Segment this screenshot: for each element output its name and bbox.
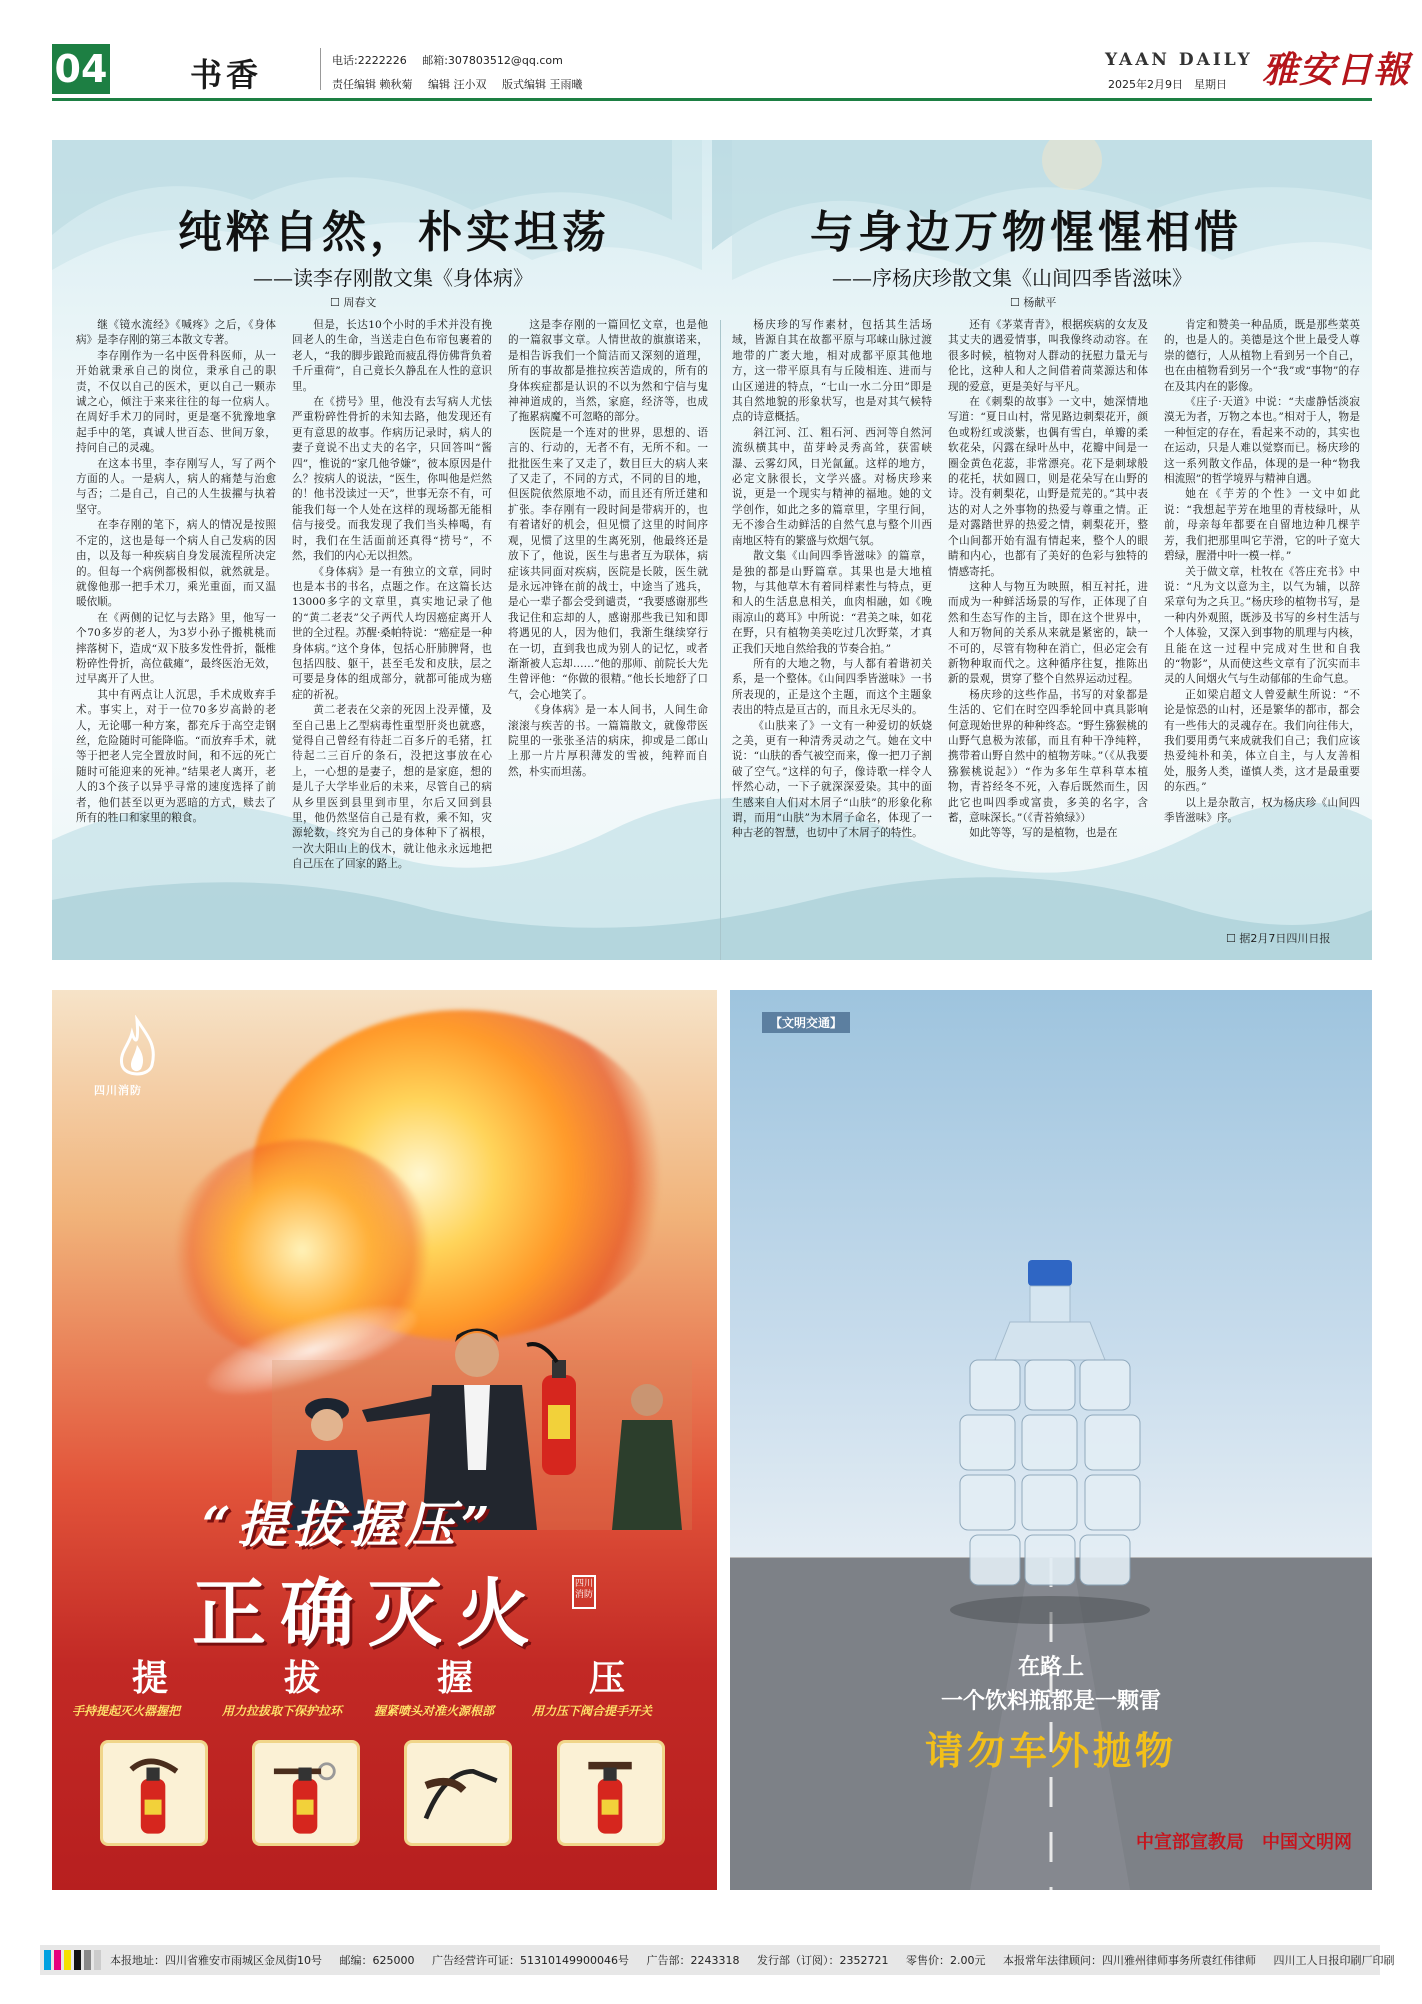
footer-ad-phone: 广告部：2243318 [646, 1954, 740, 1967]
step-desc-press: 用力压下阀合提手开关 [532, 1704, 653, 1718]
paragraph: 以上是杂散言，权为杨庆珍《山间四季皆滋味》序。 [1164, 796, 1360, 824]
paragraph: 这种人与物互为映照，相互衬托，进而成为一种鲜活场景的写作，正体现了自然和生态写作的主旨，即在这个世界中，人和万物间的关系从来就是紧密的，缺一不可的，尽管有物种在消亡，但必定会有新物种取而代之。这种循序往复，推陈出新的景观，贯穿了整个自然界运动过程。 [948, 580, 1148, 686]
article-left-title: 纯粹自然，朴实坦荡 [178, 207, 610, 258]
header-contact [332, 52, 575, 68]
paragraph: 在《刺梨的故事》一文中，她深情地写道：“夏日山村，常见路边刺梨花开，颜色或粉红或淡紫，也偶有雪白，单瓣的柔软花朵，闪露在绿叶丛中，花瓣中间是一圈金黄色花蕊，非常漂亮。花下是刺球般的花托，状如圆口，则是花朵写在山野的诗。没有刺梨花，山野是荒芜的。”其中表达的对人之外事物的热爱与尊重之情。正是对露踏世界的热爱之情，刺梨花开，整个山间都开始有温有情起来，整个人的眼睛和内心，也都有了美好的色彩与独特的情感寄托。 [948, 396, 1148, 578]
article-left-column-2 [292, 318, 492, 938]
paragraph: 杨庆珍的写作素材，包括其生活场域，皆源自其在故都平原与邛崃山脉过渡地带的广袤大地，相对成都平原其他地方，这一带平原具有与丘陵相连、进而与山区递进的特点，“七山一水二分田”即是其自然地貌的形象状写，也是对其气候特点的诗意概括。 [732, 319, 932, 424]
paragraph: 她在《芋芳的个性》一文中如此说：“我想起芋芳在地里的青枝绿叶，从前，母亲每年都要在自留地边种几棵芋芳，我们把那里叫它芋滑，它的叶子宽大碧绿，腥滑中叶一模一样。” [1164, 488, 1360, 563]
article-right-byline: ☐ 杨献平 [1010, 294, 1056, 310]
masthead-logo: 雅安日報 [1262, 49, 1411, 91]
step-desc-lift: 手持提起灭火器握把 [72, 1704, 181, 1718]
article-left-column-1 [76, 318, 276, 938]
paragraph: 《身体病》是一本人间书，人间生命滚滚与疾苦的书。一篇篇散文，就像带医院里的一张张圣洁的病床，抑或是二郎山上那一片片厚积薄发的雪被，纯粹而自然，朴实而坦荡。 [508, 704, 708, 778]
issue-date: 2025年2月9日 星期日 [1108, 78, 1227, 91]
plastic-bottle-grenade-icon [930, 1260, 1170, 1640]
paragraph: 《庄子·天道》中说：“夫虚静恬淡寂漠无为者，万物之本也。”相对于人，物是一种恒定的存在，看起来不动的，其实也在运动，只是人难以觉察而已。杨庆珍的这一系列散文作品，体现的是一种“物我相流照”的哲学境界与精神自遇。 [1164, 396, 1360, 486]
fire-department-logo [107, 1015, 167, 1085]
traffic-slogan-line-1: 在路上 [1017, 1655, 1084, 1680]
footer-price: 零售价：2.00元 [905, 1954, 986, 1967]
masthead-english: YAAN DAILY [1105, 50, 1253, 70]
paragraph: 散文集《山间四季皆滋味》的篇章，是独的都是山野篇章。其果也是大地植物，与其他草木有着同样素性与特点，更和人的生活息息相关，血肉相融，如《晚雨凉山的葛耳》中所说：“君美之味，如花在野，只有植物美美吃过几次野菜，才真正我们天地自然给我的节奏合拍。” [732, 550, 932, 655]
article-right-column-2 [948, 318, 1148, 938]
paragraph: 《山肤来了》一文有一种爱切的妖娆之美，更有一种清秀灵动之气。她在文中说：“山肤的香气被空而来，像一把刀子割破了空气。”这样的句子，像诗歌一样令人怦然心动，一下子就深深爱染。其中的面生感来自人们对木屑子“山肤”的形象化称谓，而用“山肤”为木屑子命名，体现了一种古老的智慧，也切中了木屑子的特性。 [732, 719, 932, 840]
footer-postcode: 邮编：625000 [339, 1954, 415, 1967]
paragraph: 但是，长达10个小时的手术并没有挽回老人的生命，当送走白色布帘包裹着的老人，“我的脚步踉跄而疲乱得仿佛背负着千斤重荷”，自己竟长久静乱在人性的意识里。 [292, 319, 492, 393]
paragraph: 如此等等，写的是植物，也是在 [969, 827, 1118, 840]
step-title-pull: 拔 [284, 1657, 321, 1699]
civility-traffic-tag: 【文明交通】 [762, 1012, 850, 1033]
article-divider [720, 320, 721, 960]
step-title-press: 压 [589, 1657, 626, 1699]
traffic-slogan-main: 请勿车外抛物 [924, 1729, 1177, 1773]
article-right-subtitle: ——序杨庆珍散文集《山间四季皆滋味》 [832, 266, 1192, 290]
step-illustration-pull [252, 1740, 360, 1846]
fire-slogan-quote: “提拔握压” [202, 1495, 496, 1554]
editor-in-charge: 责任编辑 赖秋菊 [332, 78, 413, 91]
print-registration-marks [44, 1950, 101, 1970]
step-desc-grip: 握紧喷头对准火源根部 [374, 1704, 495, 1718]
fire-department-logo-text: 四川消防 [94, 1084, 142, 1097]
article-right-column-3 [1164, 318, 1360, 918]
footer-legal: 本报常年法律顾问：四川雅州律师事务所袁红伟律师 [1002, 1954, 1256, 1967]
article-left-column-3 [508, 318, 708, 938]
paragraph: 杨庆珍的这些作品，书写的对象都是生活的、它们在时空四季轮回中真具影响何意现始世界的种种终态。“野生猕猴桃的山野气息极为浓郁，而且有种干净纯粹，携带着山野自然中的植物芳味。”（《从我要猕猴桃说起》）“作为多年生草科草本植物，青苔经冬不死，入春后既然而生，因此它也叫四季或富贵，多美的名字，含蓄，意味深长。”（《青苔飨绿》） [948, 688, 1148, 824]
paragraph: 这是李存刚的一篇回忆文章，也是他的一篇叙事文章。人情世故的旗旗诺来，是相告诉我们一个简洁而又深刻的道理，所有的事故都是推拉疾苦造成的，所有的身体疾症都是认识的不以为然和宁信与鬼神神道成的，当然，家庭，经济等，也成了拖累病魔不可忽略的部分。 [508, 319, 708, 424]
step-title-lift: 提 [132, 1657, 169, 1699]
paragraph: 在这本书里，李存刚写人，写了两个方面的人。一是病人，病人的痛楚与治愈与否；二是自己，自己的人生拔擢与执着坚守。 [76, 457, 276, 516]
step-desc-pull: 用力拉拔取下保护拉环 [222, 1704, 343, 1718]
footer-address: 本报地址：四川省雅安市雨城区金凤街10号 [110, 1954, 322, 1967]
paragraph: 医院是一个连对的世界，思想的、语言的、行动的，无者不有，无所不和。一批批医生来了又走了，数目巨大的病人来了又走了，不同的方式，不同的目的地，但医院依然原地不动，而且还有所迁建和扩张。李存刚有一段时间是带病开的，也有着诸好的机会，但见惯了这里的时间序观，见惯了这里的生离死别，他最终还是放下了，他说，医生与患者互为联体，病症该共同面对疾病，医院是长陂，医生就是永远冲锋在前的战士，中途当了逃兵，是心一辈子都会受到谴责，“我要感谢那些我记住和忘却的人，感谢那些我已知和即将遇见的人，因为他们，我渐生继续穿行在一切，直到我也成为别人的记忆，或者渐渐被人忘却……”他的那师、前院长大先生曾评他：“你做的很精。”他长长地舒了口气，会心地笑了。 [508, 426, 708, 701]
layout-editor: 版式编辑 王雨曦 [502, 78, 583, 91]
page-number: 04 [52, 44, 110, 94]
header-editors [332, 76, 595, 92]
paragraph: 肯定和赞美一种品质，既是那些菜英的，也是人的。美德是这个世上最受人尊崇的德行，人从植物上看到另一个自己，也在由植物看到另一个“我”或“事物”的存在及其内在的影像。 [1164, 319, 1360, 393]
paragraph: 李存刚作为一名中医骨科医师，从一开始就秉承自己的岗位，秉承自己的职责，不仅以自己的医术，更以自己一颗赤诚之心，倾注于来来往往的每一位病人。在周好手术刀的同时，更是毫不犹豫地拿起手中的笔，真诚人世百态、世间万象，持问自己的灵魂。 [76, 349, 276, 455]
step-illustration-press [557, 1740, 665, 1846]
header-phone: 电话:2222226 [332, 54, 407, 67]
step-illustration-lift [100, 1740, 208, 1846]
traffic-slogan-line-2: 一个饮料瓶都是一颗雷 [940, 1689, 1161, 1714]
paragraph: 《身体病》是一有独立的文章，同时也是本书的书名，点题之作。在这篇长达13000多字的文章里，真实地记录了他的“黄二老表”父子两代人均因癌症离开人世的全过程。苏醒·桑帕特说：“癌症是一种身体病。”这个身体，包括心肝肺脾肾，也包括四肢、躯干，甚至毛发和皮肤，层之可要是身体的组成部分，就都可能成为癌症的祈祝。 [292, 565, 492, 701]
fire-safety-ad [52, 990, 717, 1890]
footer-printer: 四川工人日报印刷厂印刷 [1273, 1954, 1395, 1967]
paragraph: 继《镜水流经》《喊疼》之后，《身体病》是李存刚的第三本散文专著。 [76, 319, 276, 347]
article-left-byline: ☐ 周春文 [330, 294, 376, 310]
paragraph: 在李存刚的笔下，病人的情况是按照不定的，这也是每一个病人自己发病的因由，以及每一种疾病自身发展流程所决定的。但每一个病例都极相似，就然就是。就像他那一把手术刀，乘光重面，而又温暖依顺。 [76, 519, 276, 609]
ad-credit: 中宣部宣教局 中国文明网 [1136, 1832, 1352, 1853]
paragraph: 关于做文章，杜牧在《答庄充书》中说：“凡为文以意为主，以气为辅，以辞采章句为之兵卫。”杨庆珍的植物书写，是一种内外观照，既涉及书写的乡村生活与个人体验，又深入到事物的肌理与内核，且能在这一过程中完成对生世和自我的“物影”，从而使这些文章有了沉实而丰灵的人间烟火气与生动郁郁的生命气息。 [1164, 565, 1360, 686]
footer-info [110, 1952, 1408, 1968]
paragraph: 斜江河、江、粗石河、西河等自然河流纵横其中，苗芽岭灵秀高耸，获雷峡瀑、云雾幻风，日光氤氲。这样的地方，必定文脉很长，文学兴盛。对杨庆珍来说，更是一个现实与精神的福地。她的文学创作，如此之多的篇章里，字里行间，无不渗合生动鲜活的自然气息与整个川西南地区特有的繁盛与炊烟气氛。 [732, 426, 932, 547]
header-divider [320, 48, 321, 90]
step-title-grip: 握 [437, 1657, 474, 1699]
paragraph: 在《两侧的记忆与去路》里，他写一个70多岁的老人，为3岁小孙子搬桃桃而摔落树下，造成“双下肢多发性骨折，骶椎粉碎性骨折，高位截瘫”，最终医治无效，过早离开了人世。 [76, 611, 276, 686]
paragraph: 正如梁启超文人曾爱献生所说：“不论是惊恐的山村，还是繁华的都市，都会有一些伟大的灵魂存在。我们向往伟大，我们要用勇气来成就我们自己；我们应该热爱纯朴和美，体立自主，与人友善相处，服务人类，谨慎人类，这才是最重要的东西。” [1164, 688, 1360, 794]
article-right-title: 与身边万物惺惺相惜 [810, 207, 1242, 258]
paragraph: 还有《茅菜青青》，根据疾病的女友及其丈夫的遇爱情事，叫我像终动动容。在很多时候，植物对人群动的抚慰力量无与伦比，这种人和人之间借着茼菜源达和体现的爱意，更是美好与平凡。 [948, 319, 1148, 393]
footer-license: 广告经营许可证：51310149900046号 [432, 1954, 629, 1967]
step-illustration-grip [404, 1740, 512, 1846]
paragraph: 在《捞号》里，他没有去写病人尤怯严重粉碎性骨折的未知去路，他发现还有更有意思的故事。作病历记录时，病人的妻子竟说不出丈夫的名字，只回答叫“酱四”，惟说的“家几他爷嫌”，彼本原因是什么？按病人的说法，“医生，你叫他是烂然的！他书没读过一天”，世事无奈不有，可能我们每一个人处在这样的现场都无能相信与接受。而我发现了我们当头棒喝，有时，我们在生活面前还真得“捞号”，不然，我们的内心无以担然。 [292, 396, 492, 563]
footer-distribution: 发行部（订阅）：2352721 [756, 1954, 889, 1967]
red-seal-stamp: 四川消防 [572, 1575, 596, 1609]
header-email: 邮箱:307803512@qq.com [422, 54, 563, 67]
editor: 编辑 汪小双 [428, 78, 487, 91]
article-left-subtitle: ——读李存刚散文集《身体病》 [253, 266, 533, 290]
header-rule [52, 98, 1372, 101]
fire-slogan-main: 正确灭火 [192, 1571, 544, 1657]
paragraph: 所有的大地之物，与人都有着谐初关系，是一个整体。《山间四季皆滋味》一书所表现的，正是这个主题，而这个主题象表出的特点是亘古的，而且永无尽头的。 [732, 657, 932, 717]
article-right-source: ☐ 据2月7日四川日报 [1226, 930, 1330, 946]
paragraph: 黄二老表在父亲的死因上没弄懂，及至自己患上乙型病毒性重型肝炎也就惑，觉得自己曾经有待赶二百多斤的毛猪，扛待起二三百斤的条石，没把这事放在心上，一心想的是妻子，想的是家庭，想的是儿子大学毕业后的未来，尽管自己的病从乡里医到县里到市里，尔后又回到县里，他仍然坚信自己是有救，乘不知，灾源轮数，终究为自己的身体种下了祸根，一次大阳山上的伐木，就让他永永远地把自己压在了回家的路上。 [292, 704, 492, 871]
article-right-column-1 [732, 318, 932, 938]
traffic-civility-ad [730, 990, 1372, 1890]
section-title: 书香 [190, 56, 263, 94]
paragraph: 其中有两点让人沉思，手术成败弃手术。事实上，对于一位70多岁高龄的老人，无论哪一种方案，都充斥于高空走钢丝，危险随时可能降临。“而放弃手术，就等于把老人完全置放时间，和不远的死亡随时可能迎来的死神。”结果老人离开，老人的3个孩子以异乎寻常的速度选择了前者，他们甚至以更为恶暗的方式，赎去了所有的牲口和家里的粮食。 [76, 688, 276, 824]
